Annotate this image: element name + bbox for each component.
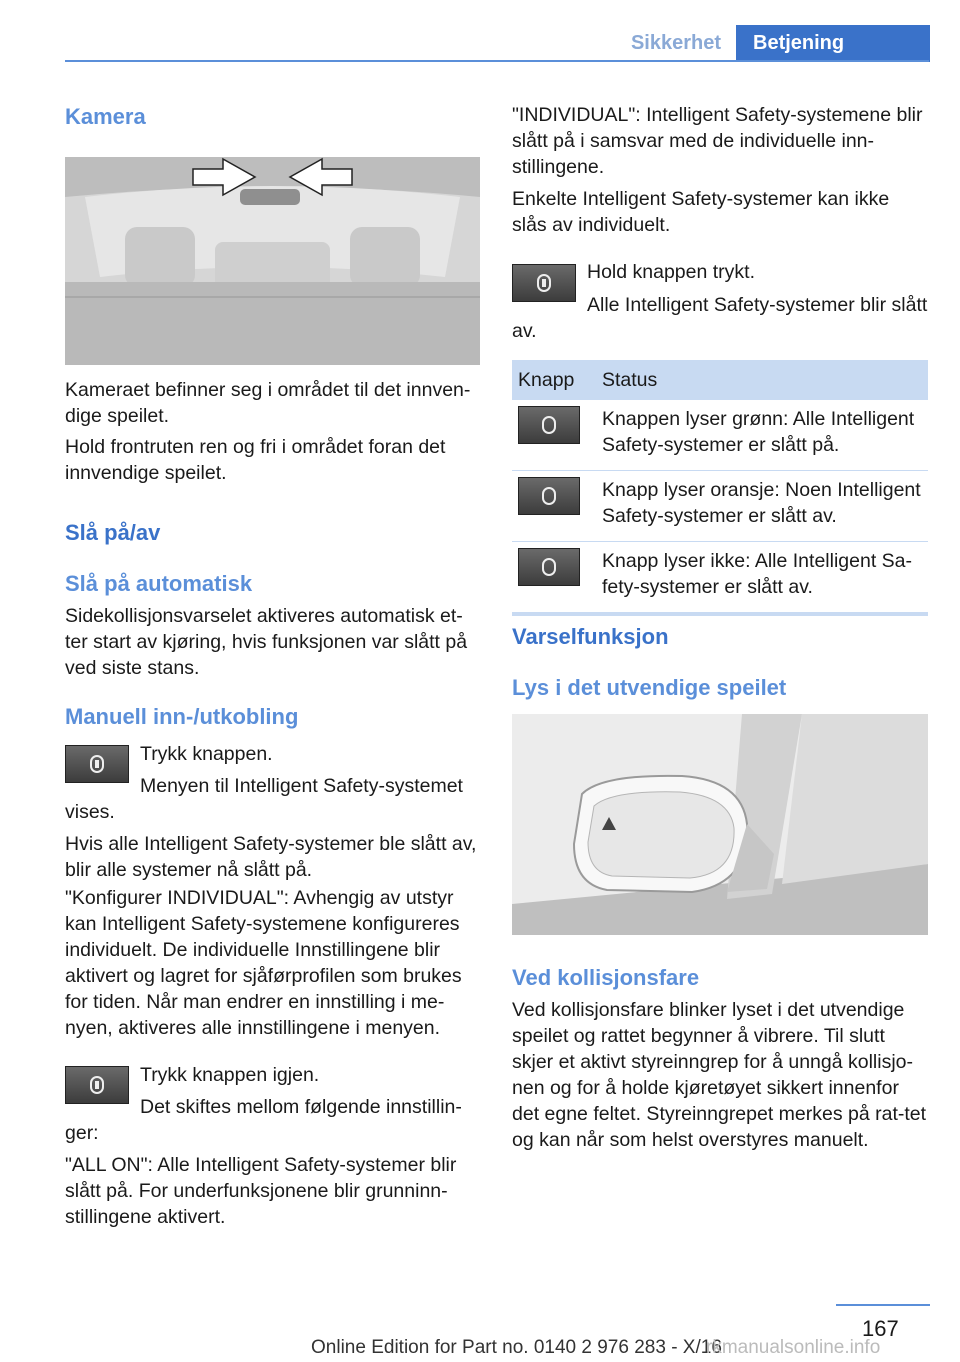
some-systems-text: Enkelte Intelligent Safety-systemer kan ikke slås av individuelt. [512, 188, 890, 236]
header-rule [65, 60, 929, 62]
config-text: "Konfigurer INDIVIDUAL": Avhengig av utstyr kan Intelligent Safety-systemene konfigureres individuelt. De individuelle Innstillingene blir aktivert og lagret for sjåførprofilen som brukes for tiden. Når man endrer en innstilling i me-nyen, aktiveres alle innstillingene i menyen. [65, 887, 462, 1039]
table-header-button: Knapp [512, 360, 596, 400]
tab-safety[interactable]: Sikkerhet [630, 32, 721, 54]
footer-rule [836, 1304, 930, 1306]
heading-collision: Ved kollisjonsfare [512, 965, 700, 990]
camera-text-1: Kameraet befinner seg i området til det innven-dige speilet. [65, 379, 471, 427]
status-cell: Knapp lyser ikke: Alle Intelligent Sa-fety-systemer er slått av. [596, 542, 928, 615]
table-row [512, 400, 928, 471]
menu-text: Menyen til Intelligent Safety-systemet vises. [65, 775, 463, 823]
hold-text: Hold knappen trykt. [587, 261, 756, 283]
table-row [512, 471, 928, 542]
status-cell: Knappen lyser grønn: Alle Intelligent Safety-systemer er slått på. [596, 400, 928, 471]
all-on-mode-text: "ALL ON": Alle Intelligent Safety-systemer blir slått på. For underfunksjonene blir grunninn-stillingene aktivert. [65, 1154, 457, 1228]
all-on-text: Hvis alle Intelligent Safety-systemer ble slått av, blir alle systemer nå slått på. [65, 833, 477, 881]
tab-operation[interactable]: Betjening [736, 25, 930, 62]
edition-note: Online Edition for Part no. 0140 2 976 283 - X/16 [311, 1337, 722, 1358]
table-header-status: Status [596, 360, 928, 400]
heading-mirror-light: Lys i det utvendige speilet [512, 675, 787, 700]
status-cell: Knapp lyser oransje: Noen Intelligent Safety-systemer er slått av. [596, 471, 928, 542]
safety-button-off-icon [518, 548, 580, 586]
heading-on-off: Slå på/av [65, 520, 161, 545]
camera-text-2: Hold frontruten ren og fri i området foran det innvendige speilet. [65, 436, 446, 484]
press-text: Trykk knappen. [140, 743, 273, 765]
mirror-light-photo [512, 714, 928, 935]
heading-warning: Varselfunksjon [512, 624, 669, 649]
camera-location-photo [65, 157, 480, 365]
table-row [512, 542, 928, 615]
safety-button-orange-icon [518, 477, 580, 515]
toggle-text: Det skiftes mellom følgende innstillin-ger: [65, 1096, 462, 1144]
auto-text: Sidekollisjonsvarselet aktiveres automatisk et-ter start av kjøring, hvis funksjonen var slått på ved siste stans. [65, 605, 468, 679]
status-table [512, 360, 928, 616]
page-number: 167 [862, 1316, 899, 1341]
heading-auto: Slå på automatisk [65, 571, 253, 596]
collision-text: Ved kollisjonsfare blinker lyset i det utvendige speilet og rattet begynner å vibrere. Til slutt skjer et aktivt styreinngrep for å unngå kollisjo-nen og for å holde kjøretøyet sikkert innenfor det egne feltet. Styreinngrepet merkes på rat-tet og kan når som helst overstyres manuelt. [512, 999, 927, 1151]
heading-manual: Manuell inn-/utkobling [65, 704, 299, 729]
heading-camera: Kamera [65, 104, 146, 129]
individual-text: "INDIVIDUAL": Intelligent Safety-systemene blir slått på i samsvar med de individuelle inn-stillingene. [512, 104, 923, 178]
watermark: rkmanualsonline.info [706, 1337, 881, 1358]
press-again-text: Trykk knappen igjen. [140, 1064, 320, 1086]
safety-button-green-icon [518, 406, 580, 444]
all-off-text: Alle Intelligent Safety-systemer blir slått av. [512, 294, 928, 342]
